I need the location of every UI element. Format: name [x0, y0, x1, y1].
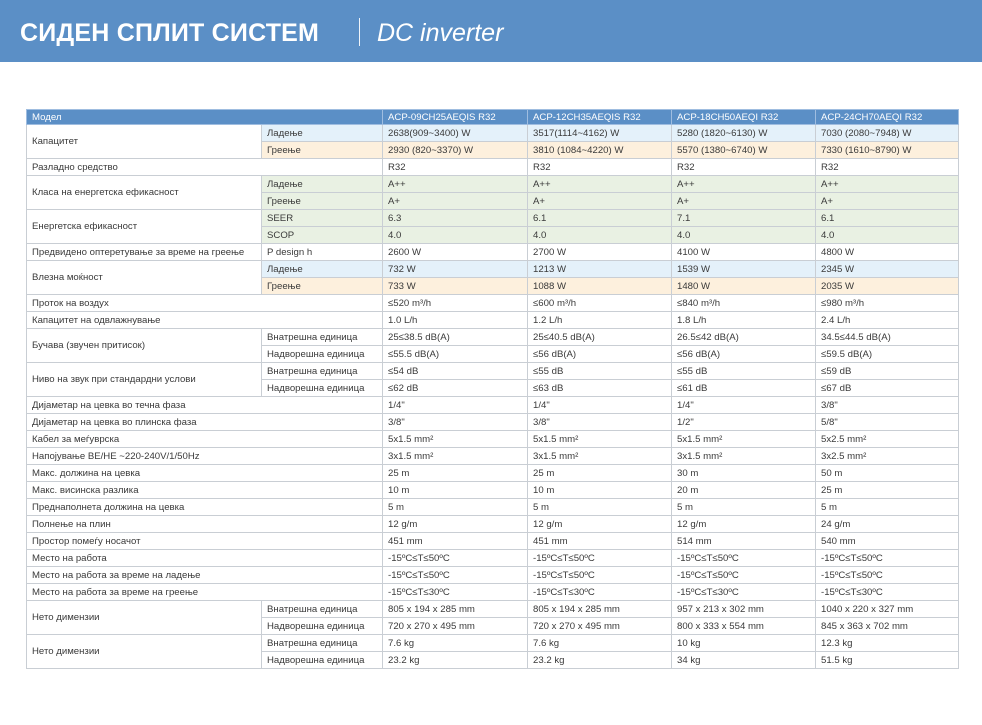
row-label: Разладно средство [27, 159, 383, 176]
value-cell: 4100 W [672, 244, 816, 261]
value-cell: 12 g/m [672, 516, 816, 533]
row-label: Класа на енергетска ефикасност [27, 176, 262, 210]
value-cell: 25≤40.5 dB(A) [528, 329, 672, 346]
value-cell: A+ [528, 193, 672, 210]
value-cell: -15ºC≤T≤30ºC [672, 584, 816, 601]
value-cell: 3/8" [528, 414, 672, 431]
value-cell: 12 g/m [528, 516, 672, 533]
value-cell: 540 mm [816, 533, 959, 550]
value-cell: ≤600 m³/h [528, 295, 672, 312]
value-cell: 5x1.5 mm² [672, 431, 816, 448]
row-label: Макс. должина на цевка [27, 465, 383, 482]
row-label: Енергетска ефикасност [27, 210, 262, 244]
value-cell: 6.3 [383, 210, 528, 227]
table-row [27, 431, 959, 448]
value-cell: 1.2 L/h [528, 312, 672, 329]
value-cell: ≤59 dB [816, 363, 959, 380]
value-cell: 24 g/m [816, 516, 959, 533]
row-label: Предвидено оптеретување за време на греење [27, 244, 262, 261]
value-cell: 4.0 [383, 227, 528, 244]
table-row [27, 635, 959, 652]
value-cell: 51.5 kg [816, 652, 959, 669]
table-header-row [27, 110, 959, 125]
table-row [27, 210, 959, 227]
value-cell: 2345 W [816, 261, 959, 278]
value-cell: ≤980 m³/h [816, 295, 959, 312]
value-cell: 3x1.5 mm² [672, 448, 816, 465]
row-label: Место на работа за време на ладење [27, 567, 383, 584]
value-cell: 2.4 L/h [816, 312, 959, 329]
table-row [27, 533, 959, 550]
table-row [27, 499, 959, 516]
value-cell: A+ [816, 193, 959, 210]
value-cell: 5 m [816, 499, 959, 516]
value-cell: A++ [672, 176, 816, 193]
row-label: Простор помеѓу носачот [27, 533, 383, 550]
value-cell: 720 x 270 x 495 mm [383, 618, 528, 635]
table-row [27, 176, 959, 193]
header-cell-model: Модел [27, 110, 383, 125]
value-cell: 733 W [383, 278, 528, 295]
value-cell: 1213 W [528, 261, 672, 278]
value-cell: 4.0 [816, 227, 959, 244]
value-cell: A+ [383, 193, 528, 210]
value-cell: 1/4" [528, 397, 672, 414]
value-cell: 20 m [672, 482, 816, 499]
value-cell: 5280 (1820~6130) W [672, 125, 816, 142]
value-cell: 23.2 kg [383, 652, 528, 669]
row-sublabel: Надворешна единица [262, 618, 383, 635]
value-cell: 5 m [672, 499, 816, 516]
value-cell: -15ºC≤T≤30ºC [383, 584, 528, 601]
value-cell: -15ºC≤T≤50ºC [528, 550, 672, 567]
value-cell: 1480 W [672, 278, 816, 295]
row-sublabel: Ладење [262, 125, 383, 142]
value-cell: 26.5≤42 dB(A) [672, 329, 816, 346]
row-label: Кабел за меѓуврска [27, 431, 383, 448]
row-label: Капацитет [27, 125, 262, 159]
value-cell: 7.6 kg [528, 635, 672, 652]
value-cell: ≤67 dB [816, 380, 959, 397]
value-cell: 2700 W [528, 244, 672, 261]
header-cell-model-name: ACP-18CH50AEQI R32 [672, 110, 816, 125]
row-sublabel: Внатрешна единица [262, 635, 383, 652]
row-label: Место на работа [27, 550, 383, 567]
value-cell: 732 W [383, 261, 528, 278]
value-cell: -15ºC≤T≤50ºC [816, 567, 959, 584]
table-row [27, 125, 959, 142]
value-cell: 451 mm [528, 533, 672, 550]
table-row [27, 414, 959, 431]
value-cell: 30 m [672, 465, 816, 482]
value-cell: 6.1 [528, 210, 672, 227]
value-cell: -15ºC≤T≤50ºC [816, 550, 959, 567]
value-cell: 4.0 [672, 227, 816, 244]
value-cell: 10 m [528, 482, 672, 499]
value-cell: 1040 x 220 x 327 mm [816, 601, 959, 618]
table-row [27, 397, 959, 414]
row-sublabel: Греење [262, 142, 383, 159]
table-row [27, 584, 959, 601]
value-cell: 5x2.5 mm² [816, 431, 959, 448]
value-cell: 23.2 kg [528, 652, 672, 669]
table-row [27, 295, 959, 312]
value-cell: 3/8" [383, 414, 528, 431]
row-label: Дијаметар на цевка во течна фаза [27, 397, 383, 414]
value-cell: ≤56 dB(A) [672, 346, 816, 363]
value-cell: ≤55 dB [672, 363, 816, 380]
value-cell: 5x1.5 mm² [383, 431, 528, 448]
value-cell: 7.6 kg [383, 635, 528, 652]
value-cell: 4.0 [528, 227, 672, 244]
row-label: Напојување ВЕ/НЕ ~220-240V/1/50Hz [27, 448, 383, 465]
row-sublabel: Надворешна единица [262, 346, 383, 363]
value-cell: 5/8" [816, 414, 959, 431]
row-sublabel: SCOP [262, 227, 383, 244]
value-cell: 514 mm [672, 533, 816, 550]
row-sublabel: Ладење [262, 176, 383, 193]
value-cell: 7030 (2080~7948) W [816, 125, 959, 142]
table-row [27, 363, 959, 380]
value-cell: R32 [383, 159, 528, 176]
value-cell: 805 x 194 x 285 mm [383, 601, 528, 618]
table-row [27, 261, 959, 278]
value-cell: 7.1 [672, 210, 816, 227]
value-cell: -15ºC≤T≤50ºC [383, 550, 528, 567]
header-cell-model-name: ACP-24CH70AEQI R32 [816, 110, 959, 125]
value-cell: -15ºC≤T≤50ºC [528, 567, 672, 584]
table-row [27, 159, 959, 176]
value-cell: 3x1.5 mm² [528, 448, 672, 465]
value-cell: 451 mm [383, 533, 528, 550]
row-label: Макс. висинска разлика [27, 482, 383, 499]
value-cell: 5 m [528, 499, 672, 516]
value-cell: 34.5≤44.5 dB(A) [816, 329, 959, 346]
table-row [27, 312, 959, 329]
value-cell: 3x1.5 mm² [383, 448, 528, 465]
value-cell: 1/4" [672, 397, 816, 414]
value-cell: 4800 W [816, 244, 959, 261]
value-cell: 3517(1114~4162) W [528, 125, 672, 142]
value-cell: -15ºC≤T≤30ºC [816, 584, 959, 601]
table-row [27, 550, 959, 567]
value-cell: ≤840 m³/h [672, 295, 816, 312]
value-cell: 5 m [383, 499, 528, 516]
value-cell: -15ºC≤T≤50ºC [672, 567, 816, 584]
row-sublabel: Греење [262, 193, 383, 210]
row-label: Преднаполнета должина на цевка [27, 499, 383, 516]
value-cell: 5x1.5 mm² [528, 431, 672, 448]
header-cell-model-name: ACP-09CH25AEQIS R32 [383, 110, 528, 125]
value-cell: A++ [383, 176, 528, 193]
row-label: Место на работа за време на греење [27, 584, 383, 601]
value-cell: 2638(909~3400) W [383, 125, 528, 142]
row-label: Дијаметар на цевка во плинска фаза [27, 414, 383, 431]
value-cell: 25 m [528, 465, 672, 482]
value-cell: ≤520 m³/h [383, 295, 528, 312]
table-row [27, 329, 959, 346]
row-sublabel: P design h [262, 244, 383, 261]
table-row [27, 567, 959, 584]
value-cell: 1/2" [672, 414, 816, 431]
row-label: Проток на воздух [27, 295, 383, 312]
value-cell: ≤55.5 dB(A) [383, 346, 528, 363]
value-cell: 800 x 333 x 554 mm [672, 618, 816, 635]
value-cell: 720 x 270 x 495 mm [528, 618, 672, 635]
header-banner [0, 0, 982, 62]
value-cell: 1539 W [672, 261, 816, 278]
value-cell: 50 m [816, 465, 959, 482]
value-cell: A++ [528, 176, 672, 193]
value-cell: 2930 (820~3370) W [383, 142, 528, 159]
value-cell: 10 m [383, 482, 528, 499]
row-label: Нето димензии [27, 635, 262, 669]
value-cell: R32 [816, 159, 959, 176]
value-cell: R32 [528, 159, 672, 176]
value-cell: 25≤38.5 dB(A) [383, 329, 528, 346]
title-divider [359, 18, 360, 46]
value-cell: ≤59.5 dB(A) [816, 346, 959, 363]
row-sublabel: Внатрешна единица [262, 363, 383, 380]
row-label: Ниво на звук при стандардни услови [27, 363, 262, 397]
table-row [27, 244, 959, 261]
value-cell: ≤54 dB [383, 363, 528, 380]
value-cell: ≤56 dB(A) [528, 346, 672, 363]
value-cell: 1/4" [383, 397, 528, 414]
value-cell: -15ºC≤T≤30ºC [528, 584, 672, 601]
row-sublabel: SEER [262, 210, 383, 227]
value-cell: 5570 (1380~6740) W [672, 142, 816, 159]
table-row [27, 465, 959, 482]
value-cell: 845 x 363 x 702 mm [816, 618, 959, 635]
value-cell: R32 [672, 159, 816, 176]
row-sublabel: Надворешна единица [262, 380, 383, 397]
page-subtitle: DC inverter [377, 19, 504, 47]
value-cell: 12.3 kg [816, 635, 959, 652]
value-cell: 2035 W [816, 278, 959, 295]
value-cell: 6.1 [816, 210, 959, 227]
table-row [27, 448, 959, 465]
table-row [27, 601, 959, 618]
value-cell: 3810 (1084~4220) W [528, 142, 672, 159]
value-cell: -15ºC≤T≤50ºC [383, 567, 528, 584]
table-row [27, 482, 959, 499]
value-cell: ≤61 dB [672, 380, 816, 397]
value-cell: ≤55 dB [528, 363, 672, 380]
row-sublabel: Ладење [262, 261, 383, 278]
row-sublabel: Надворешна единица [262, 652, 383, 669]
value-cell: 1.8 L/h [672, 312, 816, 329]
value-cell: A++ [816, 176, 959, 193]
value-cell: 3x2.5 mm² [816, 448, 959, 465]
value-cell: 1.0 L/h [383, 312, 528, 329]
row-sublabel: Внатрешна единица [262, 329, 383, 346]
value-cell: ≤63 dB [528, 380, 672, 397]
value-cell: -15ºC≤T≤50ºC [672, 550, 816, 567]
value-cell: ≤62 dB [383, 380, 528, 397]
value-cell: 25 m [816, 482, 959, 499]
value-cell: 12 g/m [383, 516, 528, 533]
row-sublabel: Греење [262, 278, 383, 295]
value-cell: 10 kg [672, 635, 816, 652]
value-cell: 805 x 194 x 285 mm [528, 601, 672, 618]
row-label: Бучава (звучен притисок) [27, 329, 262, 363]
value-cell: 34 kg [672, 652, 816, 669]
row-sublabel: Внатрешна единица [262, 601, 383, 618]
header-cell-model-name: ACP-12CH35AEQIS R32 [528, 110, 672, 125]
value-cell: 957 x 213 x 302 mm [672, 601, 816, 618]
row-label: Нето димензии [27, 601, 262, 635]
value-cell: A+ [672, 193, 816, 210]
page-title: СИДЕН СПЛИТ СИСТЕМ [20, 19, 320, 47]
value-cell: 1088 W [528, 278, 672, 295]
spec-table [26, 109, 959, 669]
value-cell: 7330 (1610~8790) W [816, 142, 959, 159]
row-label: Полнење на плин [27, 516, 383, 533]
table-row [27, 516, 959, 533]
value-cell: 3/8" [816, 397, 959, 414]
value-cell: 25 m [383, 465, 528, 482]
row-label: Влезна моќност [27, 261, 262, 295]
value-cell: 2600 W [383, 244, 528, 261]
row-label: Капацитет на одвлажнување [27, 312, 383, 329]
